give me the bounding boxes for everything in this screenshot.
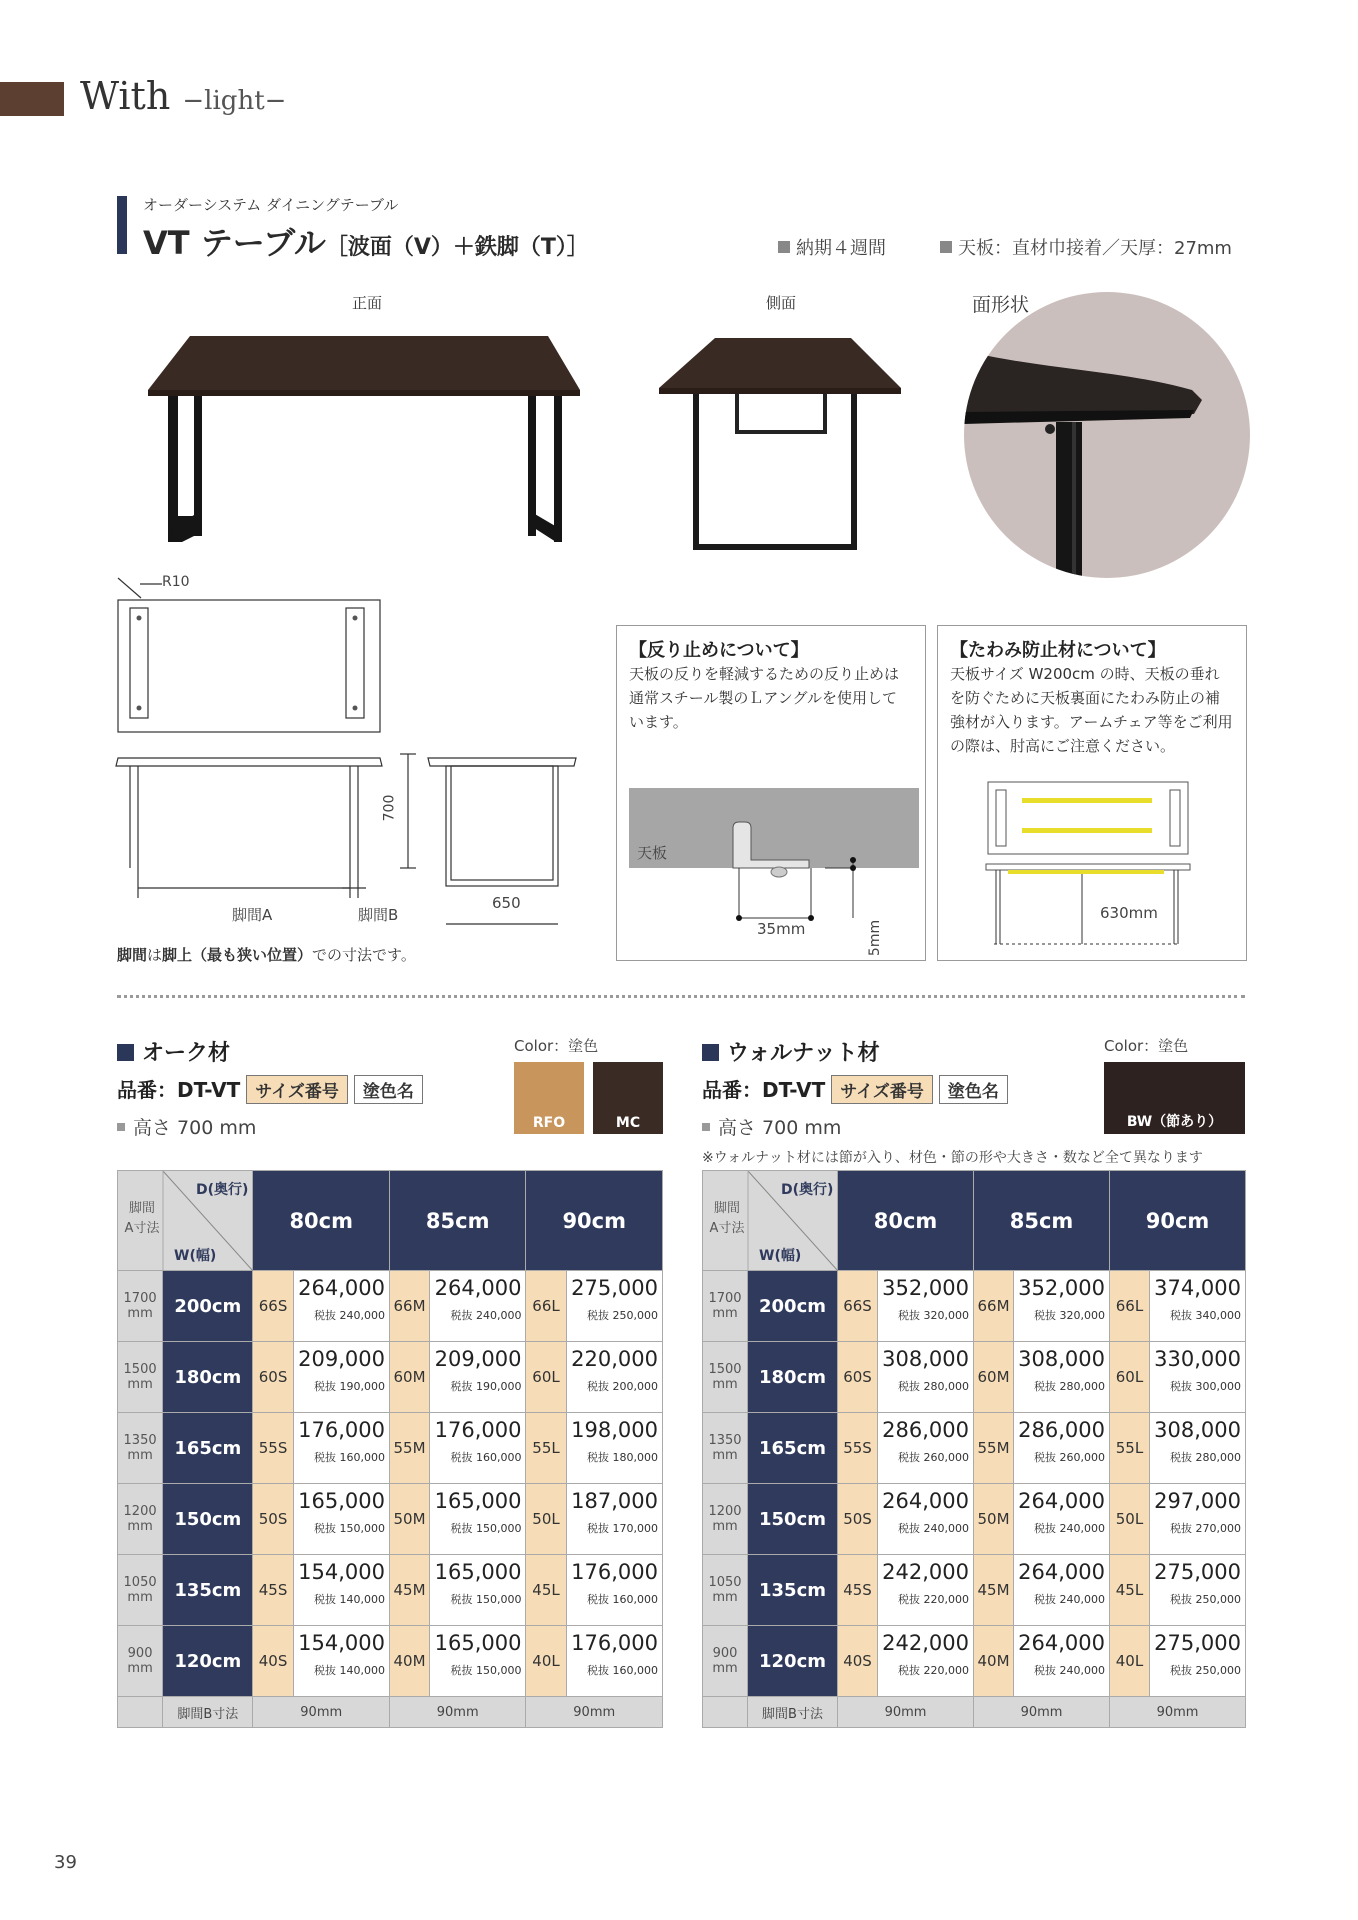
- price-cell: [430, 1271, 526, 1342]
- price-cell: [1014, 1342, 1110, 1413]
- footer-spacer: [118, 1697, 163, 1728]
- price-incl-tax: 154,000: [298, 1631, 385, 1655]
- size-code-cell: 45L: [1110, 1555, 1150, 1626]
- price-incl-tax: 352,000: [1018, 1276, 1105, 1300]
- width-cell: 165cm: [163, 1413, 253, 1484]
- size-code-cell: 66L: [1110, 1271, 1150, 1342]
- size-code-cell: 50M: [974, 1484, 1014, 1555]
- leg-gap-note: 脚間は脚上（最も狭い位置）での寸法です。: [117, 946, 416, 964]
- size-code-cell: 60M: [974, 1342, 1014, 1413]
- price-excl-tax: 税抜 280,000: [898, 1380, 969, 1393]
- oak-swatch-rfo: RFO: [514, 1062, 584, 1134]
- table-row: [703, 1555, 1246, 1626]
- size-code-cell: 50S: [838, 1484, 878, 1555]
- price-cell: [566, 1413, 662, 1484]
- size-code-cell: 40S: [253, 1626, 293, 1697]
- price-incl-tax: 374,000: [1154, 1276, 1241, 1300]
- price-incl-tax: 198,000: [571, 1418, 658, 1442]
- walnut-tag-paint: 塗色名: [939, 1075, 1008, 1104]
- size-code-cell: 45M: [389, 1555, 429, 1626]
- price-cell: [878, 1413, 974, 1484]
- walnut-code: 品番：DT-VT: [702, 1078, 826, 1102]
- price-incl-tax: 176,000: [571, 1560, 658, 1584]
- size-code-cell: 60S: [253, 1342, 293, 1413]
- price-excl-tax: 税抜 280,000: [1170, 1451, 1241, 1464]
- price-cell: [293, 1413, 389, 1484]
- price-incl-tax: 264,000: [1018, 1489, 1105, 1513]
- price-incl-tax: 165,000: [434, 1489, 522, 1513]
- dim-leg-b: 脚間B: [358, 906, 399, 924]
- width-cell: 150cm: [748, 1484, 838, 1555]
- price-incl-tax: 297,000: [1154, 1489, 1241, 1513]
- price-incl-tax: 275,000: [1154, 1631, 1241, 1655]
- price-incl-tax: 165,000: [434, 1560, 522, 1584]
- price-excl-tax: 税抜 240,000: [450, 1309, 522, 1322]
- size-code-cell: 45L: [526, 1555, 566, 1626]
- oak-tag-size: サイズ番号: [246, 1075, 348, 1104]
- walnut-code-row: [702, 1074, 1008, 1104]
- corner-depth: D(奥行): [196, 1182, 249, 1198]
- footer-value: 90mm: [1110, 1697, 1246, 1728]
- price-excl-tax: 税抜 250,000: [1170, 1593, 1241, 1606]
- price-incl-tax: 308,000: [882, 1347, 969, 1371]
- price-excl-tax: 税抜 260,000: [898, 1451, 969, 1464]
- price-cell: [293, 1342, 389, 1413]
- oak-swatch-mc: MC: [593, 1062, 663, 1134]
- brand-sub: −light−: [182, 86, 287, 116]
- view-label-edge: 面形状: [972, 294, 1030, 316]
- price-incl-tax: 264,000: [298, 1276, 385, 1300]
- dim-leg-a: 脚間A: [232, 906, 273, 924]
- size-code-cell: 55M: [974, 1413, 1014, 1484]
- price-excl-tax: 税抜 150,000: [450, 1522, 522, 1535]
- note1-dim-5: 5mm: [867, 919, 884, 957]
- spec-top: 天板：直材巾接着／天厚：27mm: [940, 234, 1232, 260]
- price-incl-tax: 264,000: [1018, 1560, 1105, 1584]
- view-label-front: 正面: [352, 294, 383, 312]
- footer-label: 脚間B寸法: [748, 1697, 838, 1728]
- price-cell: [566, 1342, 662, 1413]
- price-excl-tax: 税抜 240,000: [1034, 1522, 1105, 1535]
- price-cell: [566, 1484, 662, 1555]
- price-excl-tax: 税抜 160,000: [587, 1593, 658, 1606]
- size-code-cell: 55M: [389, 1413, 429, 1484]
- table-row: [703, 1342, 1246, 1413]
- price-incl-tax: 286,000: [882, 1418, 969, 1442]
- dim-r10: R10: [162, 574, 190, 590]
- size-code-cell: 45S: [838, 1555, 878, 1626]
- price-incl-tax: 264,000: [882, 1489, 969, 1513]
- price-excl-tax: 税抜 150,000: [450, 1593, 522, 1606]
- front-view-illustration: [140, 330, 600, 550]
- depth-header: 85cm: [389, 1171, 525, 1271]
- oak-color-label: Color：塗色: [514, 1037, 599, 1055]
- price-incl-tax: 154,000: [298, 1560, 385, 1584]
- price-incl-tax: 220,000: [571, 1347, 658, 1371]
- size-code-cell: 55S: [253, 1413, 293, 1484]
- price-incl-tax: 264,000: [1018, 1631, 1105, 1655]
- walnut-price-table: [702, 1170, 1246, 1728]
- price-cell: [430, 1555, 526, 1626]
- leg-a-cell: 900 mm: [703, 1626, 748, 1697]
- leg-a-cell: 1500 mm: [703, 1342, 748, 1413]
- leg-a-cell: 1700 mm: [703, 1271, 748, 1342]
- price-cell: [293, 1555, 389, 1626]
- footer-value: 90mm: [838, 1697, 974, 1728]
- view-label-side: 側面: [766, 294, 797, 312]
- note-box-sag-prevention: [937, 625, 1247, 961]
- note1-dim-35: 35mm: [757, 920, 806, 938]
- price-cell: [566, 1271, 662, 1342]
- price-incl-tax: 187,000: [571, 1489, 658, 1513]
- price-cell: [1014, 1555, 1110, 1626]
- dimension-drawing: [110, 568, 600, 928]
- note-box-warp-prevention: [616, 625, 926, 961]
- price-incl-tax: 242,000: [882, 1560, 969, 1584]
- depth-header: 80cm: [253, 1171, 389, 1271]
- footer-value: 90mm: [526, 1697, 663, 1728]
- size-code-cell: 66S: [838, 1271, 878, 1342]
- note1-title: 【反り止めについて】: [629, 640, 809, 661]
- price-excl-tax: 税抜 250,000: [1170, 1664, 1241, 1677]
- price-cell: [1150, 1555, 1246, 1626]
- price-excl-tax: 税抜 270,000: [1170, 1522, 1241, 1535]
- price-cell: [1014, 1484, 1110, 1555]
- width-cell: 120cm: [748, 1626, 838, 1697]
- table-row: [703, 1626, 1246, 1697]
- width-cell: 120cm: [163, 1626, 253, 1697]
- size-code-cell: 60S: [838, 1342, 878, 1413]
- size-code-cell: 40L: [526, 1626, 566, 1697]
- price-excl-tax: 税抜 220,000: [898, 1593, 969, 1606]
- size-code-cell: 45S: [253, 1555, 293, 1626]
- price-incl-tax: 176,000: [434, 1418, 522, 1442]
- table-row: [118, 1626, 663, 1697]
- price-excl-tax: 税抜 340,000: [1170, 1309, 1241, 1322]
- price-cell: [1150, 1626, 1246, 1697]
- size-code-cell: 66M: [974, 1271, 1014, 1342]
- note2-body: 天板サイズ W200cm の時、天板の垂れを防ぐために天板裏面にたわみ防止の補強材が入ります。アームチェア等をご利用の際は、肘高にご注意ください。: [950, 665, 1233, 755]
- walnut-height: 高さ 700 mm: [702, 1113, 841, 1140]
- width-cell: 180cm: [163, 1342, 253, 1413]
- note2-title: 【たわみ防止材について】: [950, 640, 1166, 661]
- price-excl-tax: 税抜 140,000: [313, 1593, 385, 1606]
- size-code-cell: 40L: [1110, 1626, 1150, 1697]
- price-excl-tax: 税抜 150,000: [313, 1522, 385, 1535]
- price-cell: [1014, 1626, 1110, 1697]
- leg-a-cell: 1200 mm: [118, 1484, 163, 1555]
- footer-value: 90mm: [974, 1697, 1110, 1728]
- footer-value: 90mm: [253, 1697, 389, 1728]
- table-row: [703, 1271, 1246, 1342]
- leg-a-cell: 900 mm: [118, 1626, 163, 1697]
- price-cell: [1014, 1413, 1110, 1484]
- size-code-cell: 55L: [1110, 1413, 1150, 1484]
- depth-header: 85cm: [974, 1171, 1110, 1271]
- oak-code: 品番：DT-VT: [117, 1078, 241, 1102]
- price-excl-tax: 税抜 300,000: [1170, 1380, 1241, 1393]
- price-excl-tax: 税抜 190,000: [450, 1380, 522, 1393]
- price-cell: [430, 1413, 526, 1484]
- price-cell: [566, 1555, 662, 1626]
- price-cell: [430, 1626, 526, 1697]
- price-excl-tax: 税抜 190,000: [313, 1380, 385, 1393]
- price-excl-tax: 税抜 240,000: [1034, 1664, 1105, 1677]
- leg-a-cell: 1500 mm: [118, 1342, 163, 1413]
- size-code-cell: 60M: [389, 1342, 429, 1413]
- price-cell: [878, 1626, 974, 1697]
- size-code-cell: 50L: [526, 1484, 566, 1555]
- size-code-cell: 50M: [389, 1484, 429, 1555]
- price-cell: [878, 1271, 974, 1342]
- walnut-title: ウォルナット材: [702, 1036, 880, 1067]
- title-accent-bar: [117, 196, 127, 254]
- price-excl-tax: 税抜 260,000: [1034, 1451, 1105, 1464]
- price-incl-tax: 308,000: [1018, 1347, 1105, 1371]
- size-code-cell: 66S: [253, 1271, 293, 1342]
- price-excl-tax: 税抜 240,000: [313, 1309, 385, 1322]
- leg-a-cell: 1050 mm: [118, 1555, 163, 1626]
- leg-a-cell: 1350 mm: [118, 1413, 163, 1484]
- size-code-cell: 60L: [1110, 1342, 1150, 1413]
- price-cell: [1150, 1413, 1246, 1484]
- price-incl-tax: 176,000: [298, 1418, 385, 1442]
- table-row: [118, 1413, 663, 1484]
- leg-a-cell: 1200 mm: [703, 1484, 748, 1555]
- note1-label-top: 天板: [637, 844, 668, 862]
- size-code-cell: 50L: [1110, 1484, 1150, 1555]
- price-incl-tax: 286,000: [1018, 1418, 1105, 1442]
- price-excl-tax: 税抜 170,000: [587, 1522, 658, 1535]
- width-cell: 150cm: [163, 1484, 253, 1555]
- price-cell: [878, 1555, 974, 1626]
- price-cell: [1150, 1342, 1246, 1413]
- table-row: [118, 1555, 663, 1626]
- leg-a-cell: 1700 mm: [118, 1271, 163, 1342]
- footer-spacer: [703, 1697, 748, 1728]
- price-excl-tax: 税抜 180,000: [587, 1451, 658, 1464]
- price-cell: [566, 1626, 662, 1697]
- price-incl-tax: 176,000: [571, 1631, 658, 1655]
- size-code-cell: 66M: [389, 1271, 429, 1342]
- width-cell: 165cm: [748, 1413, 838, 1484]
- table-corner-header: [118, 1171, 253, 1271]
- price-cell: [878, 1342, 974, 1413]
- price-excl-tax: 税抜 280,000: [1034, 1380, 1105, 1393]
- oak-price-table: [117, 1170, 663, 1728]
- price-cell: [293, 1484, 389, 1555]
- price-excl-tax: 税抜 250,000: [587, 1309, 658, 1322]
- price-excl-tax: 税抜 160,000: [587, 1664, 658, 1677]
- depth-header: 90cm: [1110, 1171, 1246, 1271]
- product-title-main: VT テーブル: [143, 224, 326, 262]
- table-row: [118, 1342, 663, 1413]
- dim-depth-650: 650: [492, 894, 521, 912]
- leg-a-cell: 1350 mm: [703, 1413, 748, 1484]
- oak-title: オーク材: [117, 1036, 230, 1067]
- table-row: [118, 1271, 663, 1342]
- oak-code-row: [117, 1074, 423, 1104]
- table-row: [703, 1484, 1246, 1555]
- price-incl-tax: 275,000: [1154, 1560, 1241, 1584]
- size-code-cell: 66L: [526, 1271, 566, 1342]
- size-code-cell: 40M: [389, 1626, 429, 1697]
- size-code-cell: 40S: [838, 1626, 878, 1697]
- page-number: 39: [54, 1852, 77, 1873]
- price-excl-tax: 税抜 160,000: [313, 1451, 385, 1464]
- leg-a-cell: 1050 mm: [703, 1555, 748, 1626]
- width-cell: 135cm: [163, 1555, 253, 1626]
- price-incl-tax: 308,000: [1154, 1418, 1241, 1442]
- price-excl-tax: 税抜 220,000: [898, 1664, 969, 1677]
- note2-dim-630: 630mm: [1100, 904, 1158, 922]
- price-excl-tax: 税抜 320,000: [898, 1309, 969, 1322]
- price-incl-tax: 165,000: [298, 1489, 385, 1513]
- edge-profile-illustration: [962, 290, 1252, 580]
- spec-delivery: 納期４週間: [778, 234, 886, 260]
- price-excl-tax: 税抜 200,000: [587, 1380, 658, 1393]
- price-cell: [293, 1271, 389, 1342]
- walnut-note: ※ウォルナット材には節が入り、材色・節の形や大きさ・数など全て異なります: [702, 1150, 1203, 1166]
- sag-bar-illustration: [978, 776, 1208, 954]
- size-code-cell: 55S: [838, 1413, 878, 1484]
- size-code-cell: 50S: [253, 1484, 293, 1555]
- product-kicker: オーダーシステム ダイニングテーブル: [143, 196, 399, 214]
- price-cell: [1150, 1484, 1246, 1555]
- size-code-cell: 40M: [974, 1626, 1014, 1697]
- walnut-tag-size: サイズ番号: [831, 1075, 933, 1104]
- price-cell: [1150, 1271, 1246, 1342]
- depth-header: 80cm: [838, 1171, 974, 1271]
- size-code-cell: 60L: [526, 1342, 566, 1413]
- section-divider: [117, 995, 1245, 998]
- price-cell: [430, 1484, 526, 1555]
- dim-height-700: 700: [381, 794, 398, 822]
- price-cell: [878, 1484, 974, 1555]
- price-cell: [430, 1342, 526, 1413]
- product-title: [143, 218, 589, 264]
- size-code-cell: 45M: [974, 1555, 1014, 1626]
- oak-tag-paint: 塗色名: [354, 1075, 423, 1104]
- side-view-illustration: [655, 330, 905, 560]
- price-cell: [293, 1626, 389, 1697]
- width-cell: 135cm: [748, 1555, 838, 1626]
- corner-depth: D(奥行): [781, 1182, 834, 1198]
- walnut-swatch-bw: BW（節あり）: [1104, 1062, 1245, 1134]
- corner-width: W(幅): [759, 1248, 802, 1264]
- table-row: [118, 1484, 663, 1555]
- corner-leg-a: 脚間 A寸法: [124, 1201, 160, 1236]
- price-excl-tax: 税抜 140,000: [313, 1664, 385, 1677]
- corner-leg-a: 脚間 A寸法: [709, 1201, 745, 1236]
- width-cell: 180cm: [748, 1342, 838, 1413]
- width-cell: 200cm: [163, 1271, 253, 1342]
- price-excl-tax: 税抜 240,000: [898, 1522, 969, 1535]
- size-code-cell: 55L: [526, 1413, 566, 1484]
- brand-color-bar: [0, 82, 64, 116]
- depth-header: 90cm: [526, 1171, 663, 1271]
- price-incl-tax: 352,000: [882, 1276, 969, 1300]
- price-cell: [1014, 1271, 1110, 1342]
- price-incl-tax: 165,000: [434, 1631, 522, 1655]
- brand-main: With: [80, 74, 171, 118]
- price-incl-tax: 242,000: [882, 1631, 969, 1655]
- walnut-color-label: Color：塗色: [1104, 1037, 1189, 1055]
- table-corner-header: [703, 1171, 838, 1271]
- price-incl-tax: 209,000: [298, 1347, 385, 1371]
- price-incl-tax: 275,000: [571, 1276, 658, 1300]
- price-excl-tax: 税抜 150,000: [450, 1664, 522, 1677]
- oak-height: 高さ 700 mm: [117, 1113, 256, 1140]
- corner-width: W(幅): [174, 1248, 217, 1264]
- brand-title: [80, 74, 286, 118]
- price-excl-tax: 税抜 240,000: [1034, 1593, 1105, 1606]
- price-incl-tax: 330,000: [1154, 1347, 1241, 1371]
- note1-body: 天板の反りを軽減するための反り止めは通常スチール製のＬアングルを使用しています。: [629, 665, 900, 731]
- price-excl-tax: 税抜 160,000: [450, 1451, 522, 1464]
- footer-label: 脚間B寸法: [163, 1697, 253, 1728]
- price-incl-tax: 209,000: [434, 1347, 522, 1371]
- table-row: [703, 1413, 1246, 1484]
- footer-value: 90mm: [389, 1697, 525, 1728]
- product-title-sub: ［波面（V）＋鉄脚（T）］: [325, 235, 589, 260]
- price-excl-tax: 税抜 320,000: [1034, 1309, 1105, 1322]
- width-cell: 200cm: [748, 1271, 838, 1342]
- price-incl-tax: 264,000: [434, 1276, 522, 1300]
